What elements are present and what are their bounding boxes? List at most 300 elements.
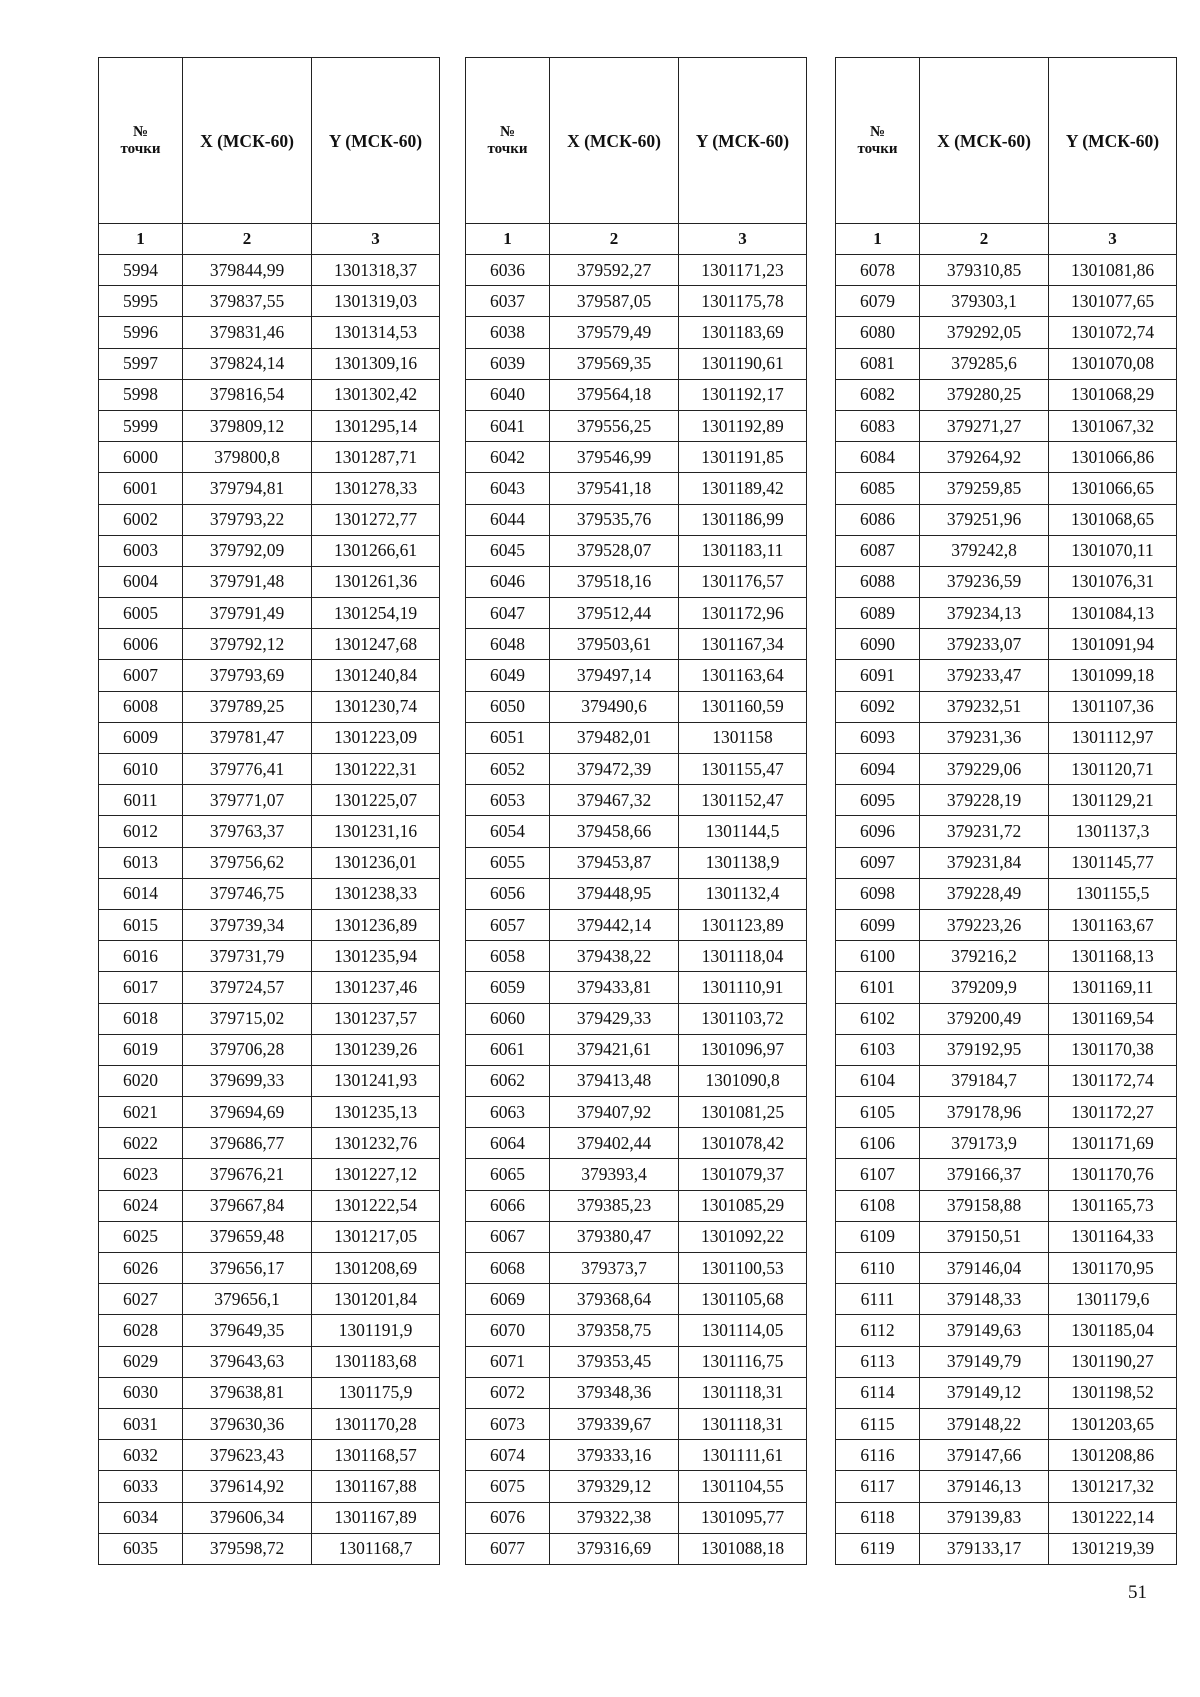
point-number-cell: 6006 <box>99 629 183 660</box>
table-row <box>836 1315 1177 1346</box>
x-coordinate-cell: 379158,88 <box>920 1190 1049 1221</box>
point-number-cell: 6058 <box>466 941 550 972</box>
y-coordinate-cell: 1301235,13 <box>312 1097 440 1128</box>
point-number-cell: 6087 <box>836 535 920 566</box>
y-coordinate-cell: 1301222,54 <box>312 1190 440 1221</box>
table-row <box>836 1533 1177 1564</box>
x-coordinate-cell: 379348,36 <box>550 1377 679 1408</box>
y-coordinate-cell: 1301168,7 <box>312 1533 440 1564</box>
y-coordinate-cell: 1301179,6 <box>1049 1284 1177 1315</box>
x-coordinate-cell: 379178,96 <box>920 1097 1049 1128</box>
table-row <box>466 473 807 504</box>
y-coordinate-cell: 1301287,71 <box>312 442 440 473</box>
y-coordinate-cell: 1301105,68 <box>679 1284 807 1315</box>
y-coordinate-cell: 1301163,67 <box>1049 909 1177 940</box>
table-row <box>466 754 807 785</box>
x-coordinate-cell: 379150,51 <box>920 1221 1049 1252</box>
x-coordinate-cell: 379231,84 <box>920 847 1049 878</box>
point-number-cell: 6078 <box>836 255 920 286</box>
point-number-cell: 6005 <box>99 598 183 629</box>
table-row <box>836 535 1177 566</box>
x-coordinate-cell: 379598,72 <box>183 1533 312 1564</box>
header-point-number-sign: № <box>499 123 516 140</box>
x-coordinate-cell: 379149,63 <box>920 1315 1049 1346</box>
table-row <box>466 629 807 660</box>
table-row <box>836 286 1177 317</box>
y-coordinate-cell: 1301217,05 <box>312 1221 440 1252</box>
x-coordinate-cell: 379231,72 <box>920 816 1049 847</box>
point-number-cell: 6047 <box>466 598 550 629</box>
x-coordinate-cell: 379472,39 <box>550 754 679 785</box>
header-point-number-word: точки <box>487 140 528 157</box>
point-number-cell: 6105 <box>836 1097 920 1128</box>
y-coordinate-cell: 1301068,65 <box>1049 504 1177 535</box>
header-point-number <box>836 58 920 224</box>
x-coordinate-cell: 379746,75 <box>183 878 312 909</box>
table-row <box>99 722 440 753</box>
point-number-cell: 6106 <box>836 1128 920 1159</box>
y-coordinate-cell: 1301295,14 <box>312 410 440 441</box>
x-coordinate-cell: 379482,01 <box>550 722 679 753</box>
y-coordinate-cell: 1301266,61 <box>312 535 440 566</box>
table-row <box>99 660 440 691</box>
table-row <box>99 816 440 847</box>
x-coordinate-cell: 379229,06 <box>920 754 1049 785</box>
x-coordinate-cell: 379228,19 <box>920 785 1049 816</box>
point-number-cell: 6093 <box>836 722 920 753</box>
point-number-cell: 6013 <box>99 847 183 878</box>
point-number-cell: 6095 <box>836 785 920 816</box>
point-number-cell: 6048 <box>466 629 550 660</box>
page-number: 51 <box>1128 1582 1147 1603</box>
point-number-cell: 6065 <box>466 1159 550 1190</box>
y-coordinate-cell: 1301223,09 <box>312 722 440 753</box>
point-number-cell: 6068 <box>466 1253 550 1284</box>
y-coordinate-cell: 1301237,57 <box>312 1003 440 1034</box>
table-row <box>836 909 1177 940</box>
x-coordinate-cell: 379667,84 <box>183 1190 312 1221</box>
point-number-cell: 6009 <box>99 722 183 753</box>
point-number-cell: 6036 <box>466 255 550 286</box>
x-coordinate-cell: 379421,61 <box>550 1034 679 1065</box>
point-number-cell: 6043 <box>466 473 550 504</box>
y-coordinate-cell: 1301164,33 <box>1049 1221 1177 1252</box>
y-coordinate-cell: 1301077,65 <box>1049 286 1177 317</box>
point-number-cell: 6029 <box>99 1346 183 1377</box>
x-coordinate-cell: 379793,69 <box>183 660 312 691</box>
x-coordinate-cell: 379763,37 <box>183 816 312 847</box>
point-number-cell: 6031 <box>99 1408 183 1439</box>
y-coordinate-cell: 1301165,73 <box>1049 1190 1177 1221</box>
x-coordinate-cell: 379271,27 <box>920 410 1049 441</box>
table-row <box>99 909 440 940</box>
table-row <box>99 1533 440 1564</box>
point-number-cell: 6057 <box>466 909 550 940</box>
y-coordinate-cell: 1301175,9 <box>312 1377 440 1408</box>
table-row <box>836 1346 1177 1377</box>
x-coordinate-cell: 379184,7 <box>920 1065 1049 1096</box>
y-coordinate-cell: 1301190,27 <box>1049 1346 1177 1377</box>
y-coordinate-cell: 1301145,77 <box>1049 847 1177 878</box>
y-coordinate-cell: 1301198,52 <box>1049 1377 1177 1408</box>
y-coordinate-cell: 1301247,68 <box>312 629 440 660</box>
x-coordinate-cell: 379791,49 <box>183 598 312 629</box>
point-number-cell: 6024 <box>99 1190 183 1221</box>
y-coordinate-cell: 1301309,16 <box>312 348 440 379</box>
table-row <box>466 255 807 286</box>
x-coordinate-cell: 379234,13 <box>920 598 1049 629</box>
table-row <box>466 286 807 317</box>
x-coordinate-cell: 379792,12 <box>183 629 312 660</box>
y-coordinate-cell: 1301100,53 <box>679 1253 807 1284</box>
y-coordinate-cell: 1301191,9 <box>312 1315 440 1346</box>
column-index-3: 3 <box>679 224 807 255</box>
x-coordinate-cell: 379789,25 <box>183 691 312 722</box>
table-row <box>466 1159 807 1190</box>
y-coordinate-cell: 1301107,36 <box>1049 691 1177 722</box>
point-number-cell: 6099 <box>836 909 920 940</box>
y-coordinate-cell: 1301152,47 <box>679 785 807 816</box>
x-coordinate-cell: 379280,25 <box>920 379 1049 410</box>
point-number-cell: 6118 <box>836 1502 920 1533</box>
table-row <box>466 504 807 535</box>
table-row <box>99 1284 440 1315</box>
table-row <box>466 847 807 878</box>
point-number-cell: 6008 <box>99 691 183 722</box>
table-row <box>99 691 440 722</box>
table-row <box>466 909 807 940</box>
point-number-cell: 6108 <box>836 1190 920 1221</box>
point-number-cell: 6098 <box>836 878 920 909</box>
table-row <box>99 1377 440 1408</box>
table-row <box>836 473 1177 504</box>
point-number-cell: 6080 <box>836 317 920 348</box>
x-coordinate-cell: 379794,81 <box>183 473 312 504</box>
y-coordinate-cell: 1301167,88 <box>312 1471 440 1502</box>
x-coordinate-cell: 379133,17 <box>920 1533 1049 1564</box>
x-coordinate-cell: 379373,7 <box>550 1253 679 1284</box>
table-row <box>99 286 440 317</box>
y-coordinate-cell: 1301240,84 <box>312 660 440 691</box>
point-number-cell: 5996 <box>99 317 183 348</box>
y-coordinate-cell: 1301132,4 <box>679 878 807 909</box>
y-coordinate-cell: 1301104,55 <box>679 1471 807 1502</box>
y-coordinate-cell: 1301137,3 <box>1049 816 1177 847</box>
table-row <box>466 941 807 972</box>
x-coordinate-cell: 379232,51 <box>920 691 1049 722</box>
y-coordinate-cell: 1301091,94 <box>1049 629 1177 660</box>
table-row <box>99 1159 440 1190</box>
point-number-cell: 6113 <box>836 1346 920 1377</box>
point-number-cell: 6055 <box>466 847 550 878</box>
point-number-cell: 6035 <box>99 1533 183 1564</box>
point-number-cell: 6044 <box>466 504 550 535</box>
y-coordinate-cell: 1301068,29 <box>1049 379 1177 410</box>
x-coordinate-cell: 379579,49 <box>550 317 679 348</box>
point-number-cell: 6109 <box>836 1221 920 1252</box>
x-coordinate-cell: 379606,34 <box>183 1502 312 1533</box>
point-number-cell: 6018 <box>99 1003 183 1034</box>
coordinate-table-1 <box>98 57 440 1565</box>
point-number-cell: 6075 <box>466 1471 550 1502</box>
table-row <box>99 754 440 785</box>
x-coordinate-cell: 379146,04 <box>920 1253 1049 1284</box>
table-row <box>99 941 440 972</box>
y-coordinate-cell: 1301114,05 <box>679 1315 807 1346</box>
y-coordinate-cell: 1301183,11 <box>679 535 807 566</box>
point-number-cell: 6061 <box>466 1034 550 1065</box>
table-row <box>466 691 807 722</box>
table-row <box>836 1284 1177 1315</box>
column-index-1: 1 <box>836 224 920 255</box>
table-row <box>466 1253 807 1284</box>
table-row <box>99 566 440 597</box>
table-row <box>466 317 807 348</box>
point-number-cell: 5999 <box>99 410 183 441</box>
point-number-cell: 6116 <box>836 1440 920 1471</box>
x-coordinate-cell: 379236,59 <box>920 566 1049 597</box>
table-row <box>836 598 1177 629</box>
x-coordinate-cell: 379407,92 <box>550 1097 679 1128</box>
x-coordinate-cell: 379467,32 <box>550 785 679 816</box>
x-coordinate-cell: 379228,49 <box>920 878 1049 909</box>
point-number-cell: 6022 <box>99 1128 183 1159</box>
y-coordinate-cell: 1301318,37 <box>312 255 440 286</box>
y-coordinate-cell: 1301278,33 <box>312 473 440 504</box>
y-coordinate-cell: 1301171,23 <box>679 255 807 286</box>
y-coordinate-cell: 1301170,95 <box>1049 1253 1177 1284</box>
point-number-cell: 6074 <box>466 1440 550 1471</box>
point-number-cell: 6042 <box>466 442 550 473</box>
y-coordinate-cell: 1301103,72 <box>679 1003 807 1034</box>
x-coordinate-cell: 379333,16 <box>550 1440 679 1471</box>
y-coordinate-cell: 1301190,61 <box>679 348 807 379</box>
y-coordinate-cell: 1301185,04 <box>1049 1315 1177 1346</box>
y-coordinate-cell: 1301129,21 <box>1049 785 1177 816</box>
table-row <box>836 1253 1177 1284</box>
x-coordinate-cell: 379564,18 <box>550 379 679 410</box>
point-number-cell: 6082 <box>836 379 920 410</box>
point-number-cell: 6071 <box>466 1346 550 1377</box>
x-coordinate-cell: 379223,26 <box>920 909 1049 940</box>
point-number-cell: 6054 <box>466 816 550 847</box>
y-coordinate-cell: 1301111,61 <box>679 1440 807 1471</box>
point-number-cell: 6052 <box>466 754 550 785</box>
table-row <box>99 317 440 348</box>
point-number-cell: 6051 <box>466 722 550 753</box>
point-number-cell: 6025 <box>99 1221 183 1252</box>
y-coordinate-cell: 1301169,54 <box>1049 1003 1177 1034</box>
y-coordinate-cell: 1301158 <box>679 722 807 753</box>
y-coordinate-cell: 1301314,53 <box>312 317 440 348</box>
y-coordinate-cell: 1301072,74 <box>1049 317 1177 348</box>
table-row <box>466 1003 807 1034</box>
y-coordinate-cell: 1301118,31 <box>679 1408 807 1439</box>
y-coordinate-cell: 1301272,77 <box>312 504 440 535</box>
y-coordinate-cell: 1301227,12 <box>312 1159 440 1190</box>
table-row <box>99 1440 440 1471</box>
y-coordinate-cell: 1301168,13 <box>1049 941 1177 972</box>
point-number-cell: 6104 <box>836 1065 920 1096</box>
table-row <box>466 972 807 1003</box>
table-row <box>836 629 1177 660</box>
table-row <box>99 504 440 535</box>
table-row <box>466 442 807 473</box>
y-coordinate-cell: 1301239,26 <box>312 1034 440 1065</box>
point-number-cell: 6026 <box>99 1253 183 1284</box>
x-coordinate-cell: 379148,22 <box>920 1408 1049 1439</box>
table-row <box>99 410 440 441</box>
x-coordinate-cell: 379216,2 <box>920 941 1049 972</box>
point-number-cell: 6045 <box>466 535 550 566</box>
header-point-number-word: точки <box>120 140 161 157</box>
point-number-cell: 6101 <box>836 972 920 1003</box>
table-row <box>836 348 1177 379</box>
point-number-cell: 6001 <box>99 473 183 504</box>
point-number-cell: 6021 <box>99 1097 183 1128</box>
x-coordinate-cell: 379233,07 <box>920 629 1049 660</box>
point-number-cell: 6090 <box>836 629 920 660</box>
table-row <box>466 785 807 816</box>
point-number-cell: 6079 <box>836 286 920 317</box>
table-row <box>836 1190 1177 1221</box>
y-coordinate-cell: 1301144,5 <box>679 816 807 847</box>
x-coordinate-cell: 379587,05 <box>550 286 679 317</box>
y-coordinate-cell: 1301118,31 <box>679 1377 807 1408</box>
y-coordinate-cell: 1301084,13 <box>1049 598 1177 629</box>
x-coordinate-cell: 379816,54 <box>183 379 312 410</box>
x-coordinate-cell: 379569,35 <box>550 348 679 379</box>
y-coordinate-cell: 1301076,31 <box>1049 566 1177 597</box>
point-number-cell: 6067 <box>466 1221 550 1252</box>
x-coordinate-cell: 379739,34 <box>183 909 312 940</box>
point-number-cell: 5998 <box>99 379 183 410</box>
table-row <box>836 1408 1177 1439</box>
point-number-cell: 6081 <box>836 348 920 379</box>
table-row <box>466 660 807 691</box>
point-number-cell: 6069 <box>466 1284 550 1315</box>
point-number-cell: 6073 <box>466 1408 550 1439</box>
table-row <box>466 1315 807 1346</box>
table-row <box>836 1471 1177 1502</box>
x-coordinate-cell: 379433,81 <box>550 972 679 1003</box>
y-coordinate-cell: 1301116,75 <box>679 1346 807 1377</box>
table-row <box>99 1315 440 1346</box>
point-number-cell: 6037 <box>466 286 550 317</box>
header-point-number <box>99 58 183 224</box>
x-coordinate-cell: 379623,43 <box>183 1440 312 1471</box>
x-coordinate-cell: 379771,07 <box>183 785 312 816</box>
table-row <box>836 941 1177 972</box>
point-number-cell: 6066 <box>466 1190 550 1221</box>
table-row <box>836 1034 1177 1065</box>
column-index-2: 2 <box>183 224 312 255</box>
x-coordinate-cell: 379310,85 <box>920 255 1049 286</box>
y-coordinate-cell: 1301261,36 <box>312 566 440 597</box>
y-coordinate-cell: 1301070,08 <box>1049 348 1177 379</box>
x-coordinate-cell: 379699,33 <box>183 1065 312 1096</box>
y-coordinate-cell: 1301155,47 <box>679 754 807 785</box>
x-coordinate-cell: 379656,17 <box>183 1253 312 1284</box>
y-coordinate-cell: 1301241,93 <box>312 1065 440 1096</box>
header-x: X (МСК-60) <box>920 58 1049 224</box>
header-point-number-sign: № <box>869 123 886 140</box>
point-number-cell: 5997 <box>99 348 183 379</box>
header-y: Y (МСК-60) <box>312 58 440 224</box>
x-coordinate-cell: 379339,67 <box>550 1408 679 1439</box>
table-row <box>466 1190 807 1221</box>
point-number-cell: 6040 <box>466 379 550 410</box>
point-number-cell: 6030 <box>99 1377 183 1408</box>
x-coordinate-cell: 379694,69 <box>183 1097 312 1128</box>
point-number-cell: 6094 <box>836 754 920 785</box>
point-number-cell: 6100 <box>836 941 920 972</box>
y-coordinate-cell: 1301088,18 <box>679 1533 807 1564</box>
x-coordinate-cell: 379303,1 <box>920 286 1049 317</box>
point-number-cell: 6011 <box>99 785 183 816</box>
x-coordinate-cell: 379556,25 <box>550 410 679 441</box>
x-coordinate-cell: 379781,47 <box>183 722 312 753</box>
table-row <box>99 1097 440 1128</box>
table-row <box>99 473 440 504</box>
x-coordinate-cell: 379458,66 <box>550 816 679 847</box>
point-number-cell: 6012 <box>99 816 183 847</box>
header-x: X (МСК-60) <box>183 58 312 224</box>
x-coordinate-cell: 379402,44 <box>550 1128 679 1159</box>
y-coordinate-cell: 1301302,42 <box>312 379 440 410</box>
table-row <box>99 1346 440 1377</box>
x-coordinate-cell: 379148,33 <box>920 1284 1049 1315</box>
table-row <box>836 660 1177 691</box>
y-coordinate-cell: 1301155,5 <box>1049 878 1177 909</box>
y-coordinate-cell: 1301123,89 <box>679 909 807 940</box>
x-coordinate-cell: 379535,76 <box>550 504 679 535</box>
table-row <box>99 348 440 379</box>
x-coordinate-cell: 379146,13 <box>920 1471 1049 1502</box>
x-coordinate-cell: 379242,8 <box>920 535 1049 566</box>
y-coordinate-cell: 1301138,9 <box>679 847 807 878</box>
table-row <box>466 566 807 597</box>
table-row <box>836 754 1177 785</box>
table-row <box>99 255 440 286</box>
y-coordinate-cell: 1301066,65 <box>1049 473 1177 504</box>
y-coordinate-cell: 1301067,32 <box>1049 410 1177 441</box>
point-number-cell: 6086 <box>836 504 920 535</box>
table-row <box>466 1065 807 1096</box>
table-row <box>466 1533 807 1564</box>
column-index-3: 3 <box>1049 224 1177 255</box>
y-coordinate-cell: 1301237,46 <box>312 972 440 1003</box>
x-coordinate-cell: 379546,99 <box>550 442 679 473</box>
point-number-cell: 6062 <box>466 1065 550 1096</box>
table-row <box>836 972 1177 1003</box>
y-coordinate-cell: 1301236,01 <box>312 847 440 878</box>
x-coordinate-cell: 379512,44 <box>550 598 679 629</box>
point-number-cell: 6064 <box>466 1128 550 1159</box>
y-coordinate-cell: 1301099,18 <box>1049 660 1177 691</box>
x-coordinate-cell: 379358,75 <box>550 1315 679 1346</box>
y-coordinate-cell: 1301112,97 <box>1049 722 1177 753</box>
point-number-cell: 6107 <box>836 1159 920 1190</box>
y-coordinate-cell: 1301167,34 <box>679 629 807 660</box>
x-coordinate-cell: 379518,16 <box>550 566 679 597</box>
table-row <box>99 847 440 878</box>
y-coordinate-cell: 1301070,11 <box>1049 535 1177 566</box>
x-coordinate-cell: 379393,4 <box>550 1159 679 1190</box>
point-number-cell: 6059 <box>466 972 550 1003</box>
y-coordinate-cell: 1301066,86 <box>1049 442 1177 473</box>
x-coordinate-cell: 379731,79 <box>183 941 312 972</box>
